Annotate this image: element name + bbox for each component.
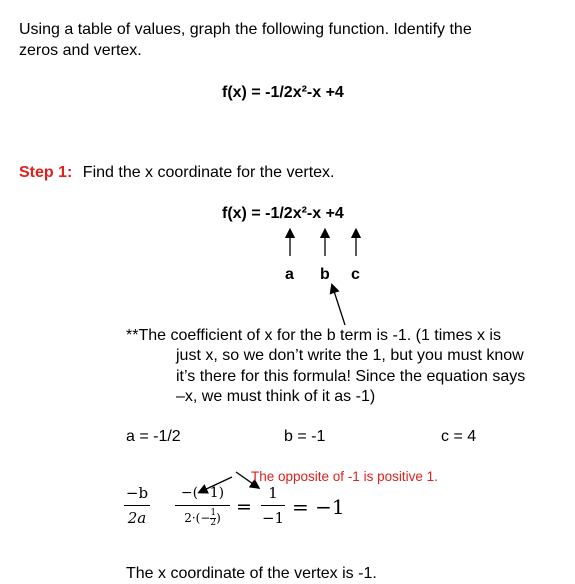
opposite-annotation: The opposite of -1 is positive 1.	[251, 469, 438, 484]
function-display: f(x) = -1/2x²-x +4	[222, 84, 344, 101]
coefficient-label-b: b	[320, 266, 330, 283]
note-line-1: **The coefficient of x for the b term is -1. (1 times x is	[126, 327, 501, 344]
conclusion-text: The x coordinate of the vertex is -1.	[126, 565, 377, 582]
note-line-3: it’s there for this formula! Since the equation says	[176, 368, 526, 385]
value-a: a = -1/2	[126, 428, 181, 445]
function-display-step1: f(x) = -1/2x²-x +4	[222, 205, 344, 222]
fraction-denominator: −1	[261, 509, 285, 527]
denominator-suffix: )	[216, 511, 221, 525]
coefficient-label-c: c	[351, 266, 360, 283]
denominator-prefix: 2·(−	[184, 511, 211, 525]
arrow-to-b-label	[333, 288, 345, 325]
half-numerator: 1	[210, 508, 217, 518]
intro-line-1: Using a table of values, graph the following function. Identify the	[19, 21, 472, 38]
half-denominator: 2	[210, 518, 217, 528]
intro-line-2: zeros and vertex.	[19, 42, 142, 59]
fraction-substituted	[175, 484, 230, 528]
coefficient-label-a: a	[285, 266, 294, 283]
fraction-numerator: 1	[268, 484, 278, 502]
step-1-label: Step 1:	[19, 164, 73, 181]
fraction-one-over-neg-one	[261, 484, 285, 527]
note-line-4: –x, we must think of it as -1)	[176, 388, 376, 405]
fraction-denominator	[175, 509, 230, 528]
fraction-numerator: −b	[125, 484, 149, 502]
fraction-bar	[124, 505, 150, 506]
fraction-bar	[261, 505, 285, 506]
note-line-2: just x, so we don’t write the 1, but you must know	[176, 347, 524, 364]
step-1-text: Find the x coordinate for the vertex.	[82, 164, 335, 181]
fraction-denominator: 2a	[127, 509, 147, 527]
fraction-bar	[175, 505, 230, 506]
fraction-numerator: −(−1)	[180, 485, 225, 501]
equals-sign-1: =	[236, 496, 252, 518]
value-b: b = -1	[284, 428, 326, 445]
result-neg-one: = −1	[292, 495, 345, 519]
fraction-neg-b-over-2a	[124, 484, 150, 527]
value-c: c = 4	[441, 428, 477, 445]
